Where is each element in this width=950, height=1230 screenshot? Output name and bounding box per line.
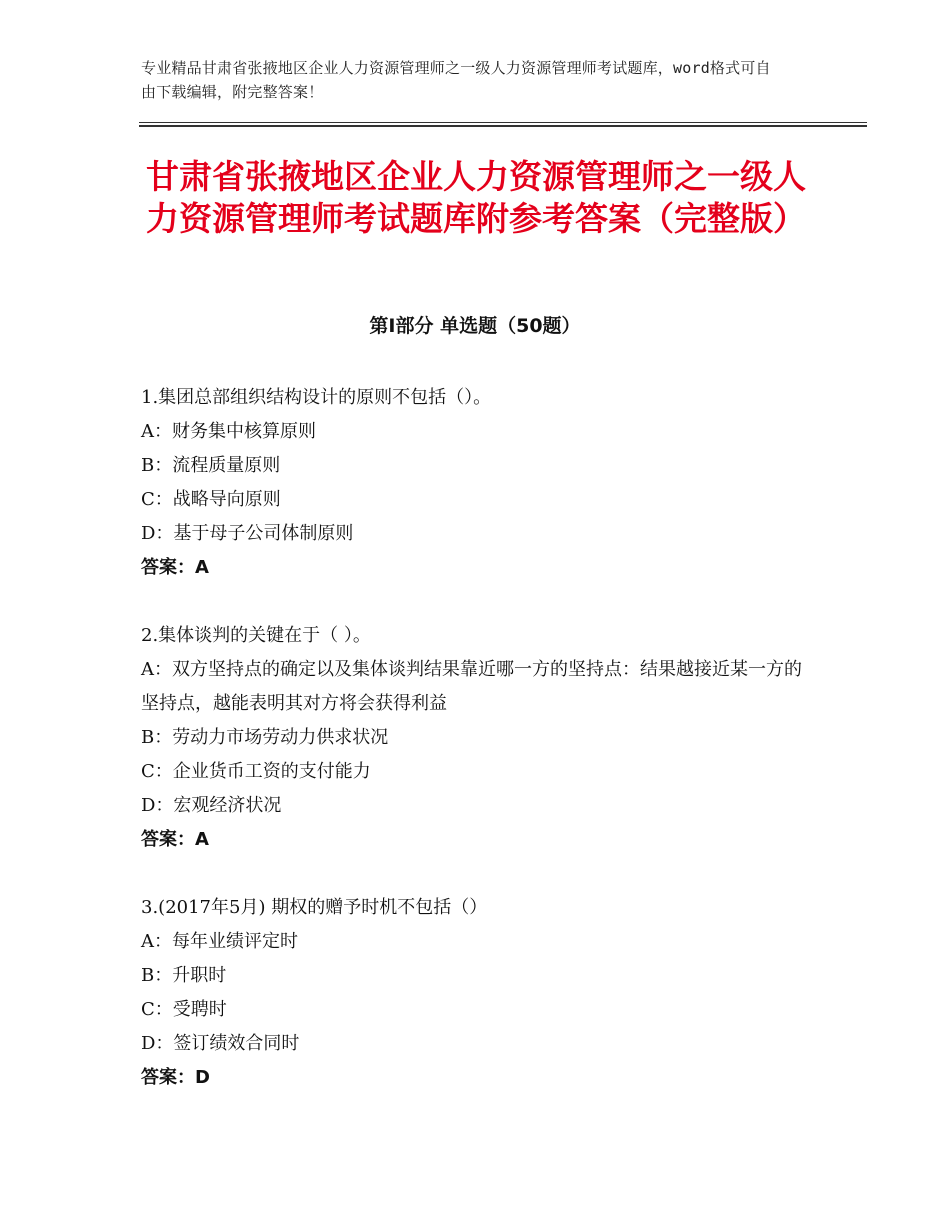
document-title: 甘肃省张掖地区企业人力资源管理师之一级人力资源管理师考试题库附参考答案（完整版） <box>146 157 806 238</box>
answer: 答案：D <box>141 1067 210 1088</box>
section-title: 第Ⅰ部分 单选题（50题） <box>369 315 581 337</box>
option-d: D：签订绩效合同时 <box>141 1033 300 1054</box>
question-list <box>141 381 811 1129</box>
question-stem: 2.集体谈判的关键在于（ ）。 <box>141 625 371 646</box>
option-d: D：宏观经济状况 <box>141 795 282 816</box>
question-1 <box>141 381 811 585</box>
option-b: B：升职时 <box>141 965 227 986</box>
option-b: B：劳动力市场劳动力供求状况 <box>141 727 389 748</box>
option-a: A：财务集中核算原则 <box>141 421 316 442</box>
answer: 答案：A <box>141 829 209 850</box>
answer: 答案：A <box>141 557 209 578</box>
option-d: D：基于母子公司体制原则 <box>141 523 354 544</box>
option-b: B：流程质量原则 <box>141 455 281 476</box>
option-a: A：每年业绩评定时 <box>141 931 298 952</box>
header-note: 专业精品甘肃省张掖地区企业人力资源管理师之一级人力资源管理师考试题库，word格式可自由下载编辑，附完整答案！ <box>141 59 771 101</box>
header-divider <box>139 122 867 127</box>
question-2 <box>141 619 811 857</box>
option-a: A：双方坚持点的确定以及集体谈判结果靠近哪一方的坚持点：结果越接近某一方的坚持点，越能表明其对方将会获得利益 <box>141 659 802 714</box>
question-stem: 3.(2017年5月) 期权的赠予时机不包括（） <box>141 897 488 918</box>
question-3 <box>141 891 811 1095</box>
question-stem: 1.集团总部组织结构设计的原则不包括（）。 <box>141 387 492 408</box>
option-c: C：战略导向原则 <box>141 489 281 510</box>
option-c: C：受聘时 <box>141 999 227 1020</box>
option-c: C：企业货币工资的支付能力 <box>141 761 371 782</box>
